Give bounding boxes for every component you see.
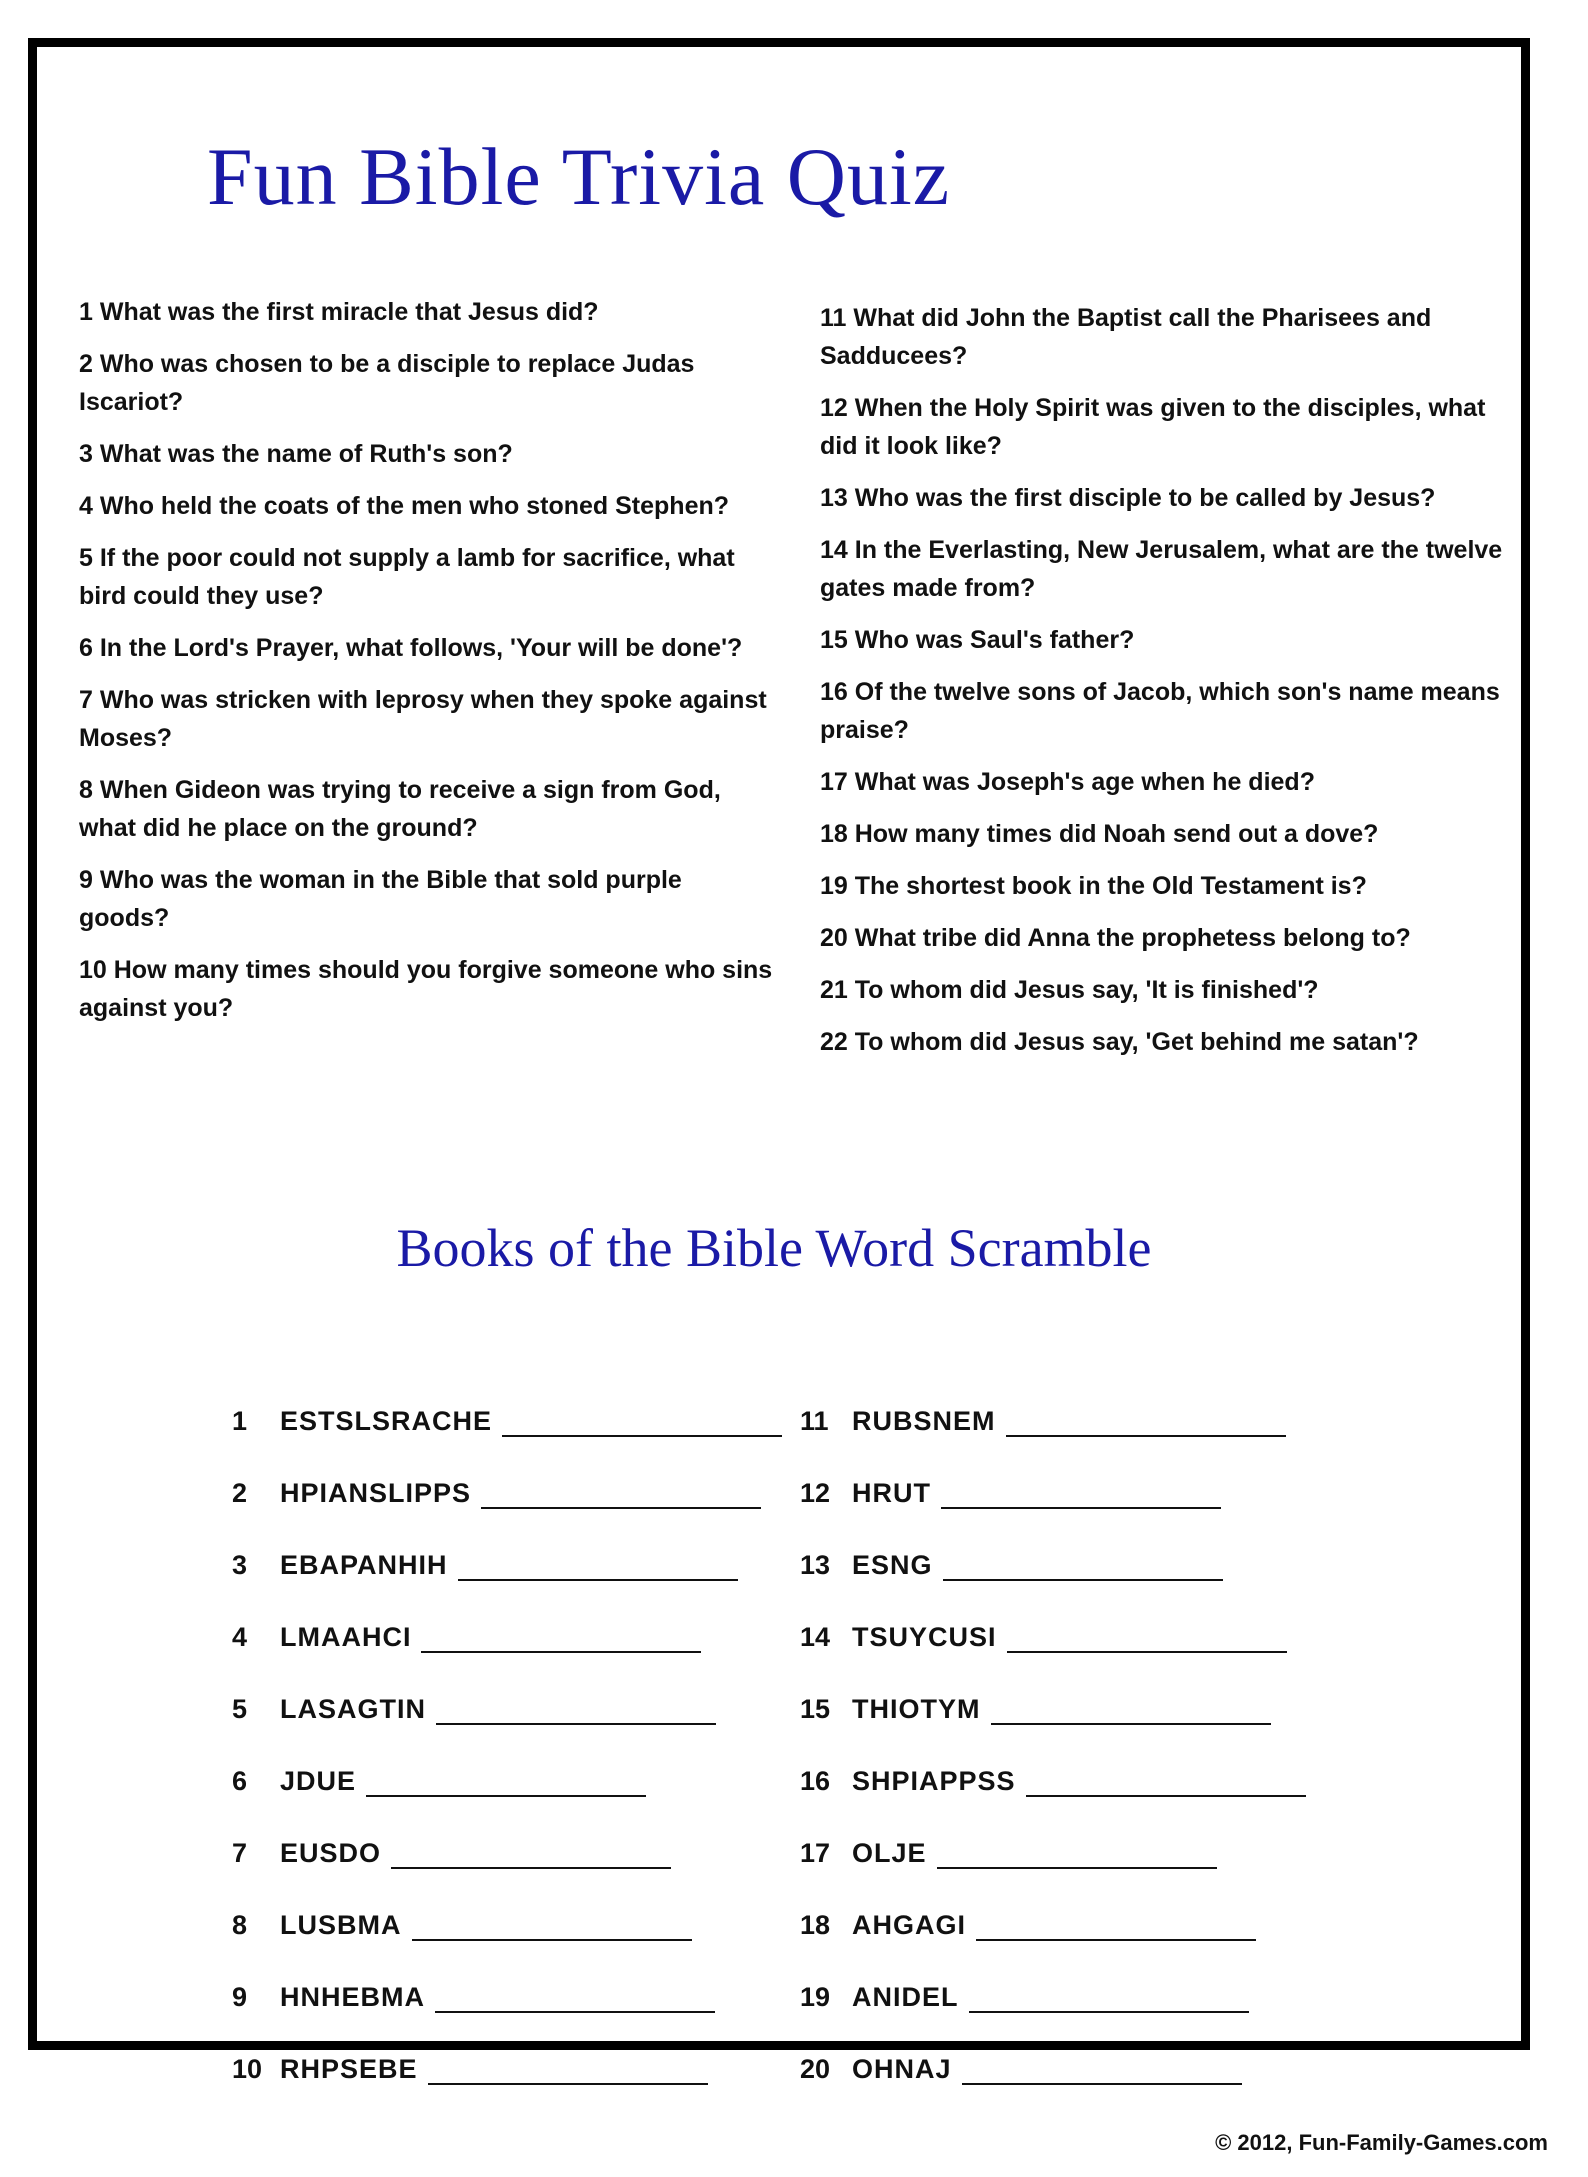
scramble-row bbox=[232, 1581, 782, 1653]
scrambled-word: EBAPANHIH bbox=[280, 1550, 448, 1580]
question-item: 20 What tribe did Anna the prophetess belong to? bbox=[820, 924, 1411, 952]
scramble-row bbox=[800, 1797, 1306, 1869]
scrambled-word: ANIDEL bbox=[852, 1982, 959, 2012]
scramble-number: 20 bbox=[800, 2054, 831, 2084]
answer-line[interactable] bbox=[943, 1551, 1223, 1581]
question-item: 10 How many times should you forgive someone who sins against you? bbox=[79, 956, 773, 1022]
scramble-number: 16 bbox=[800, 1766, 831, 1796]
scramble-left-column bbox=[232, 1365, 782, 2085]
answer-line[interactable] bbox=[937, 1839, 1217, 1869]
question-item: 5 If the poor could not supply a lamb for sacrifice, what bird could they use? bbox=[79, 544, 735, 610]
scramble-number: 4 bbox=[232, 1622, 248, 1652]
answer-line[interactable] bbox=[366, 1767, 646, 1797]
scrambled-word: ESTSLSRACHE bbox=[280, 1406, 493, 1436]
questions-left-column bbox=[79, 293, 779, 1041]
answer-line[interactable] bbox=[1007, 1623, 1287, 1653]
question-item: 18 How many times did Noah send out a dove? bbox=[820, 820, 1379, 848]
scramble-row bbox=[800, 1653, 1306, 1725]
scramble-right-column bbox=[800, 1365, 1306, 2085]
answer-line[interactable] bbox=[421, 1623, 701, 1653]
question-item: 12 When the Holy Spirit was given to the disciples, what did it look like? bbox=[820, 394, 1486, 460]
question-item: 11 What did John the Baptist call the Pharisees and Sadducees? bbox=[820, 304, 1432, 370]
scramble-row bbox=[800, 1437, 1306, 1509]
scramble-row bbox=[232, 1509, 782, 1581]
copyright-notice: © 2012, Fun-Family-Games.com bbox=[1215, 2130, 1548, 2155]
answer-line[interactable] bbox=[502, 1407, 782, 1437]
scrambled-word: OHNAJ bbox=[852, 2054, 952, 2084]
answer-line[interactable] bbox=[391, 1839, 671, 1869]
question-item: 17 What was Joseph's age when he died? bbox=[820, 768, 1315, 796]
scramble-number: 18 bbox=[800, 1910, 831, 1940]
question-item: 3 What was the name of Ruth's son? bbox=[79, 440, 513, 468]
scramble-number: 6 bbox=[232, 1766, 248, 1796]
scrambled-word: LMAAHCI bbox=[280, 1622, 412, 1652]
quiz-title: Fun Bible Trivia Quiz bbox=[207, 131, 951, 222]
scramble-row bbox=[800, 1941, 1306, 2013]
question-item: 2 Who was chosen to be a disciple to replace Judas Iscariot? bbox=[79, 350, 695, 416]
answer-line[interactable] bbox=[962, 2055, 1242, 2085]
question-item: 8 When Gideon was trying to receive a sign from God, what did he place on the ground? bbox=[79, 776, 721, 842]
scramble-number: 5 bbox=[232, 1694, 248, 1724]
scrambled-word: TSUYCUSI bbox=[852, 1622, 997, 1652]
scramble-number: 12 bbox=[800, 1478, 831, 1508]
answer-line[interactable] bbox=[1006, 1407, 1286, 1437]
scrambled-word: HNHEBMA bbox=[280, 1982, 425, 2012]
scramble-row bbox=[232, 1437, 782, 1509]
scrambled-word: LUSBMA bbox=[280, 1910, 402, 1940]
answer-line[interactable] bbox=[412, 1911, 692, 1941]
question-item: 7 Who was stricken with leprosy when they spoke against Moses? bbox=[79, 686, 767, 752]
question-item: 15 Who was Saul's father? bbox=[820, 626, 1135, 654]
scrambled-word: EUSDO bbox=[280, 1838, 382, 1868]
answer-line[interactable] bbox=[969, 1983, 1249, 2013]
scramble-row bbox=[232, 2013, 782, 2085]
scrambled-word: HPIANSLIPPS bbox=[280, 1478, 472, 1508]
scramble-number: 13 bbox=[800, 1550, 831, 1580]
answer-line[interactable] bbox=[976, 1911, 1256, 1941]
scramble-number: 19 bbox=[800, 1982, 831, 2012]
questions-right-column bbox=[820, 299, 1520, 1075]
scramble-row bbox=[232, 1941, 782, 2013]
question-item: 21 To whom did Jesus say, 'It is finished'? bbox=[820, 976, 1319, 1004]
scrambled-word: AHGAGI bbox=[852, 1910, 966, 1940]
scramble-row bbox=[232, 1725, 782, 1797]
answer-line[interactable] bbox=[991, 1695, 1271, 1725]
scramble-row bbox=[232, 1797, 782, 1869]
answer-line[interactable] bbox=[458, 1551, 738, 1581]
scramble-number: 15 bbox=[800, 1694, 831, 1724]
scramble-row bbox=[800, 1869, 1306, 1941]
page-frame bbox=[28, 38, 1530, 2084]
scrambled-word: HRUT bbox=[852, 1478, 931, 1508]
scramble-number: 3 bbox=[232, 1550, 248, 1580]
scramble-number: 14 bbox=[800, 1622, 831, 1652]
answer-line[interactable] bbox=[435, 1983, 715, 2013]
scramble-row bbox=[800, 1365, 1306, 1437]
scramble-row bbox=[800, 1725, 1306, 1797]
scrambled-word: JDUE bbox=[280, 1766, 357, 1796]
scramble-row bbox=[800, 1581, 1306, 1653]
scrambled-word: ESNG bbox=[852, 1550, 933, 1580]
scramble-number: 11 bbox=[800, 1406, 829, 1436]
answer-line[interactable] bbox=[1026, 1767, 1306, 1797]
scrambled-word: SHPIAPPSS bbox=[852, 1766, 1016, 1796]
question-item: 16 Of the twelve sons of Jacob, which son's name means praise? bbox=[820, 678, 1500, 744]
scramble-row bbox=[800, 1509, 1306, 1581]
scrambled-word: OLJE bbox=[852, 1838, 927, 1868]
scramble-number: 2 bbox=[232, 1478, 248, 1508]
answer-line[interactable] bbox=[428, 2055, 708, 2085]
scramble-title: Books of the Bible Word Scramble bbox=[396, 1218, 1152, 1278]
question-item: 14 In the Everlasting, New Jerusalem, what are the twelve gates made from? bbox=[820, 536, 1503, 602]
question-item: 4 Who held the coats of the men who stoned Stephen? bbox=[79, 492, 730, 520]
scramble-number: 10 bbox=[232, 2054, 263, 2084]
scrambled-word: RUBSNEM bbox=[852, 1406, 996, 1436]
answer-line[interactable] bbox=[481, 1479, 761, 1509]
scramble-row bbox=[232, 1365, 782, 1437]
scramble-number: 1 bbox=[232, 1406, 248, 1436]
question-item: 6 In the Lord's Prayer, what follows, 'Your will be done'? bbox=[79, 634, 743, 662]
question-item: 13 Who was the first disciple to be called by Jesus? bbox=[820, 484, 1436, 512]
question-item: 9 Who was the woman in the Bible that sold purple goods? bbox=[79, 866, 682, 932]
scramble-number: 9 bbox=[232, 1982, 248, 2012]
answer-line[interactable] bbox=[941, 1479, 1221, 1509]
scrambled-word: RHPSEBE bbox=[280, 2054, 418, 2084]
question-item: 1 What was the first miracle that Jesus did? bbox=[79, 298, 599, 326]
question-item: 19 The shortest book in the Old Testament is? bbox=[820, 872, 1367, 900]
scramble-row bbox=[232, 1869, 782, 1941]
scramble-row bbox=[800, 2013, 1306, 2085]
question-item: 22 To whom did Jesus say, 'Get behind me satan'? bbox=[820, 1028, 1419, 1056]
answer-line[interactable] bbox=[436, 1695, 716, 1725]
scrambled-word: LASAGTIN bbox=[280, 1694, 426, 1724]
scramble-row bbox=[232, 1653, 782, 1725]
scramble-number: 17 bbox=[800, 1838, 831, 1868]
scramble-number: 8 bbox=[232, 1910, 248, 1940]
scrambled-word: THIOTYM bbox=[852, 1694, 981, 1724]
scramble-number: 7 bbox=[232, 1838, 248, 1868]
